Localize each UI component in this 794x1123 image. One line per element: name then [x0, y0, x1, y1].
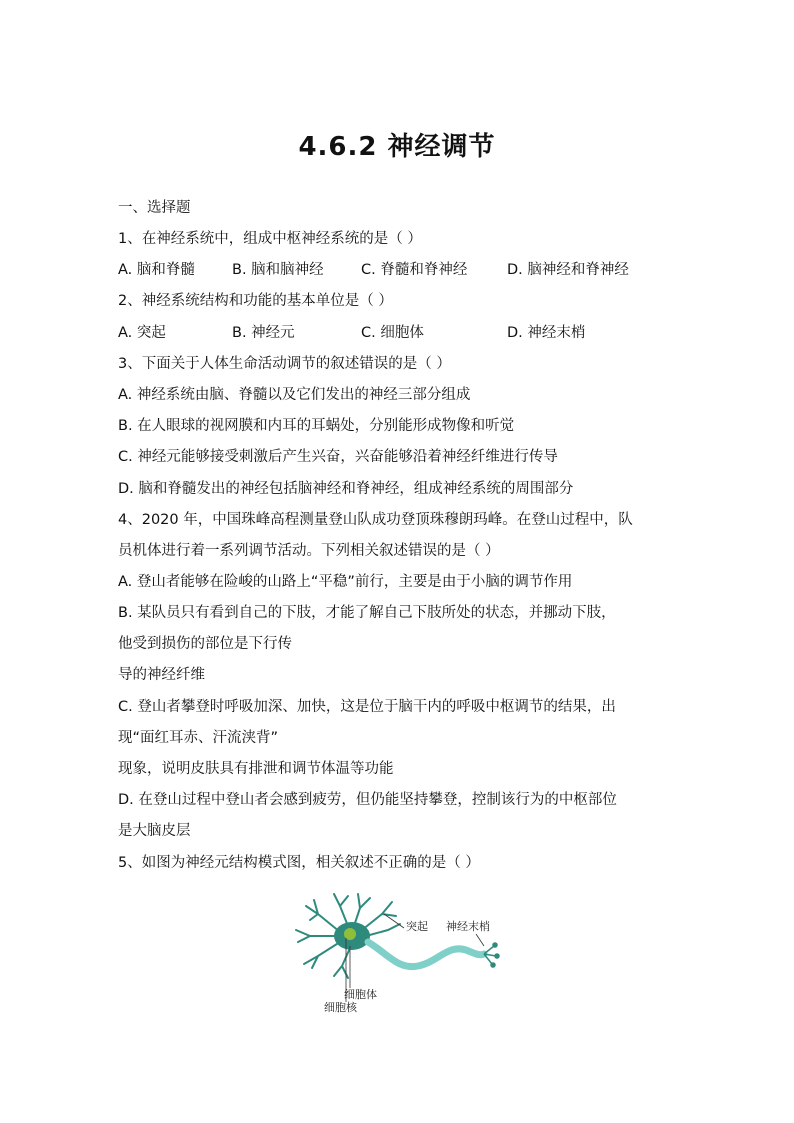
question-2-option-d: D. 神经末梢 [507, 325, 586, 341]
label-nerve-ending: 神经末梢 [446, 920, 490, 933]
question-2-option-c: C. 细胞体 [361, 325, 424, 341]
label-cell-body: 细胞体 [344, 988, 377, 1001]
nerve-endings [484, 943, 499, 967]
axon [368, 942, 484, 967]
question-3-option-b: B. 在人眼球的视网膜和内耳的耳蜗处，分别能形成物像和听觉 [118, 418, 515, 434]
question-1-option-b: B. 脑和脑神经 [232, 262, 324, 278]
question-1-stem: 1、在神经系统中，组成中枢神经系统的是（ ） [118, 231, 422, 247]
question-1-option-a: A. 脑和脊髓 [118, 262, 195, 278]
question-4-option-c-line-2: 现“面红耳赤、汗流浃背” [118, 730, 279, 746]
question-4-stem-line-1: 4、2020 年，中国珠峰高程测量登山队成功登顶珠穆朗玛峰。在登山过程中，队 [118, 512, 633, 528]
question-4-option-d-line-1: D. 在登山过程中登山者会感到疲劳，但仍能坚持攀登，控制该行为的中枢部位 [118, 792, 617, 808]
question-4-option-c-line-1: C. 登山者攀登时呼吸加深、加快，这是位于脑干内的呼吸中枢调节的结果，出 [118, 699, 616, 715]
question-1-option-c: C. 脊髓和脊神经 [361, 262, 468, 278]
question-5-stem: 5、如图为神经元结构模式图，相关叙述不正确的是（ ） [118, 855, 480, 871]
question-4-option-a: A. 登山者能够在险峻的山路上“平稳”前行，主要是由于小脑的调节作用 [118, 574, 573, 590]
question-4-option-b-line-2: 他受到损伤的部位是下行传 [118, 636, 292, 652]
question-2-option-a: A. 突起 [118, 325, 166, 341]
section-heading: 一、选择题 [118, 200, 191, 216]
page-title: 4.6.2 神经调节 [298, 132, 496, 162]
question-3-option-a: A. 神经系统由脑、脊髓以及它们发出的神经三部分组成 [118, 387, 471, 403]
label-process: 突起 [406, 920, 428, 933]
question-2-option-b: B. 神经元 [232, 325, 295, 341]
label-nucleus: 细胞核 [324, 1001, 357, 1014]
question-3-option-c: C. 神经元能够接受刺激后产生兴奋，兴奋能够沿着神经纤维进行传导 [118, 449, 558, 465]
question-3-option-d: D. 脑和脊髓发出的神经包括脑神经和脊神经，组成神经系统的周围部分 [118, 481, 574, 497]
neuron-diagram [288, 884, 508, 1016]
question-2-stem: 2、神经系统结构和功能的基本单位是（ ） [118, 293, 393, 309]
question-3-stem: 3、下面关于人体生命活动调节的叙述错误的是（ ） [118, 356, 451, 372]
question-1-option-d: D. 脑神经和脊神经 [507, 262, 629, 278]
question-4-option-b-line-3: 导的神经纤维 [118, 667, 205, 683]
question-4-option-d-line-2: 是大脑皮层 [118, 823, 191, 839]
question-4-option-c-line-3: 现象，说明皮肤具有排泄和调节体温等功能 [118, 761, 394, 777]
question-4-stem-line-2: 员机体进行着一系列调节活动。下列相关叙述错误的是（ ） [118, 543, 500, 559]
question-4-option-b-line-1: B. 某队员只有看到自己的下肢，才能了解自己下肢所处的状态，并挪动下肢， [118, 605, 616, 621]
